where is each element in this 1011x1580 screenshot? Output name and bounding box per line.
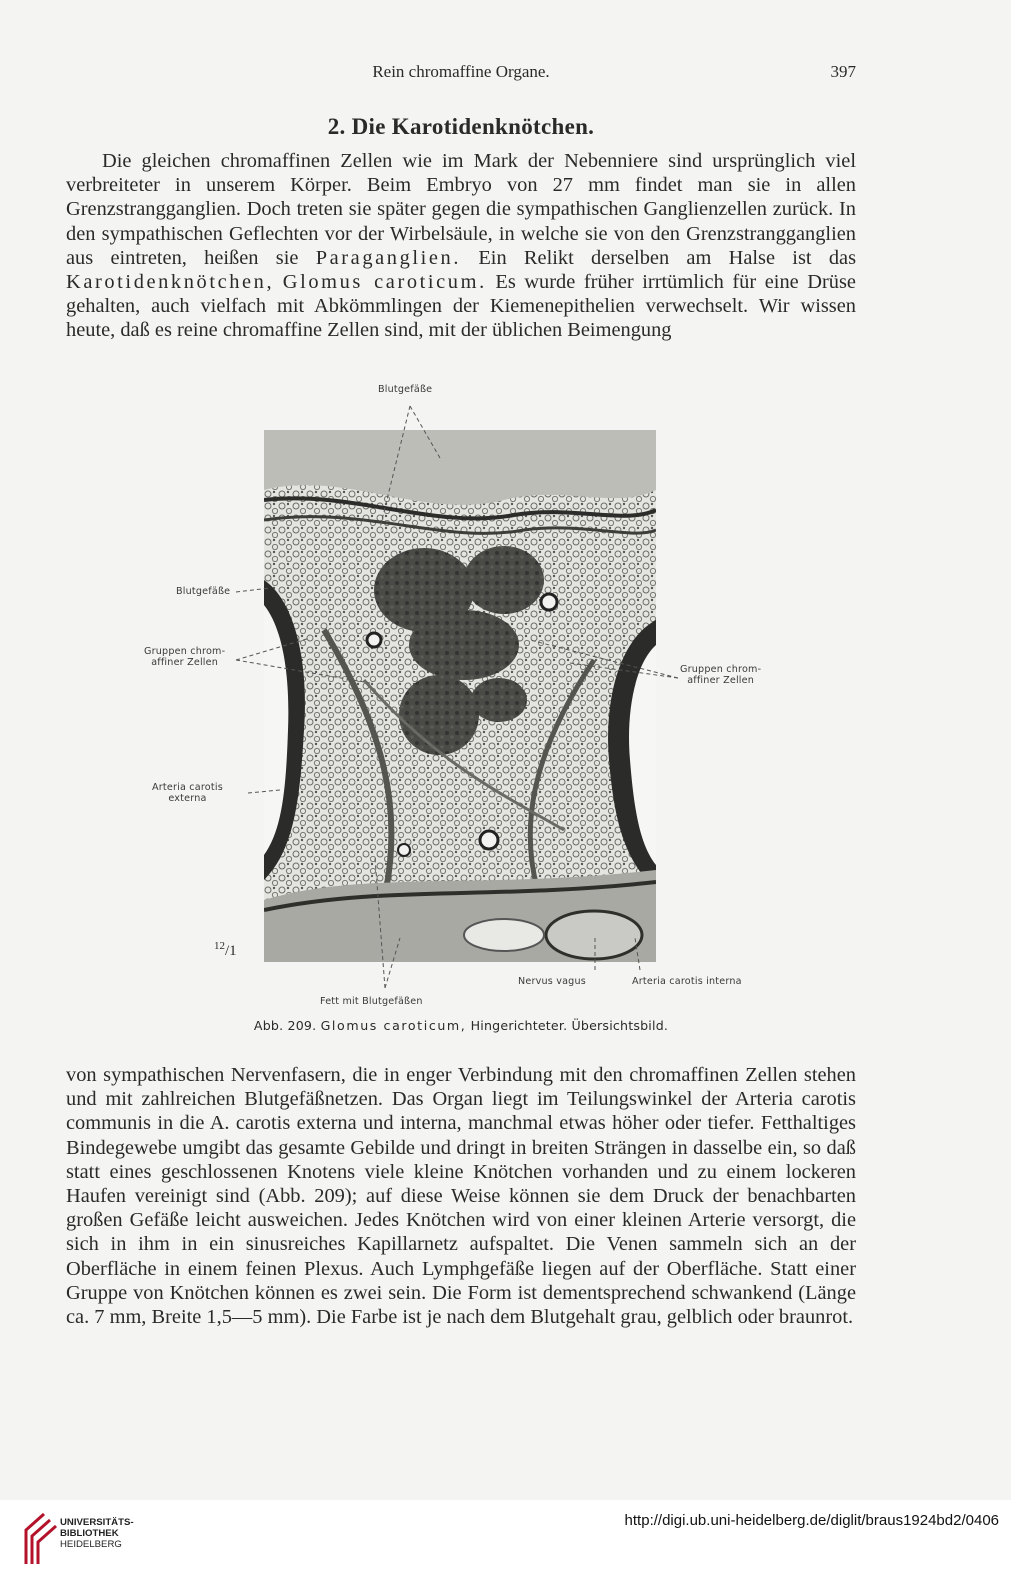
caption-term: Glomus caroticum, [320,1018,467,1033]
term-glomus-caroticum: Glomus caroticum. [282,271,487,294]
figure-209 [130,378,790,1058]
label-blutgefaesse-top: Blutgefäße [378,384,433,395]
term-karotidenknoetchen: Karotidenknötchen, [66,271,275,294]
paragraph-intro-text-1: Die gleichen chromaffinen Zellen wie im Mark der Nebenniere sind ursprünglich viel verbreiteter in unserem Körper. Beim Embryo von 27 mm findet man sie in allen Grenzstrangganglien. Doch treten sie später gegen die sympathischen Ganglienzellen zurück. In den sympathischen Geflechten vor der Wirbelsäule, in welche sie von den Grenzstrangganglien aus eintreten, heißen sie [66,150,856,269]
magnification-scale: $^{12}$/1 [214,940,237,959]
label-arteria-carotis-interna: Arteria carotis interna [632,976,742,987]
label-arteria-carotis-externa [152,782,223,804]
label-gruppen-left-line1: Gruppen chrom- [144,646,226,657]
paragraph-intro [66,149,856,343]
scale-denominator: 1 [229,943,237,959]
label-gruppen-right-line1: Gruppen chrom- [680,664,762,675]
source-url[interactable]: http://digi.ub.uni-heidelberg.de/diglit/braus1924bd2/0406 [624,1512,999,1529]
library-name [60,1517,134,1550]
label-externa-line1: Arteria carotis [152,782,223,793]
section-title: 2. Die Karotidenknötchen. [327,114,595,139]
library-name-line3: HEIDELBERG [60,1539,122,1550]
label-gruppen-right [680,664,761,686]
label-gruppen-right-line2: affiner Zellen [687,675,755,686]
paragraph-continued: von sympathischen Nervenfasern, die in enger Verbindung mit den chromaffinen Zellen stehen und mit zahlreichen Blutgefäßnetzen. Das Organ liegt im Teilungswinkel der Arteria carotis communis in die A. carotis externa und interna, manchmal etwas höher oder tiefer. Fetthaltiges Bindegewebe umgibt das gesamte Gebilde und dringt in breiten Strängen in dasselbe ein, so daß statt eines geschlossenen Knotens viele kleine Knötchen vorhanden und zu einem lockeren Haufen vereinigt sind (Abb. 209); auf diese Weise können sie dem Druck der benachbarten großen Gefäße leicht ausweichen. Jedes Knötchen wird von einer kleinen Arterie versorgt, die sich in ihm in ein sinusreiches Kapillarnetz aufspaltet. Die Venen sammeln sich an der Oberfläche in einem feinen Plexus. Auch Lymphgefäße liegen auf der Oberfläche. Statt einer Gruppe von Knötchen können es zwei sein. Die Form ist dementsprechend schwankend (Länge ca. 7 mm, Breite 1,5—5 mm). Die Farbe ist je nach dem Blutgehalt grau, gelblich oder braunrot. [66,1064,856,1329]
label-fett-mit-blutgefaessen: Fett mit Blutgefäßen [320,996,423,1007]
caption-prefix: Abb. 209. [253,1018,317,1033]
scale-numerator: 12 [214,940,225,952]
library-name-line2: BIBLIOTHEK [60,1528,119,1539]
label-nervus-vagus: Nervus vagus [518,976,586,987]
paragraph-intro-text-2: Ein Relikt derselben am Halse ist das [478,246,857,269]
label-blutgefaesse-left: Blutgefäße [176,586,231,597]
paragraph-intro-text-3: Es wurde früher irrtümlich für eine Drüse gehalten, auch vielfach mit Abkömmlingen der Kiemenepithelien verwechselt. Wir wissen heute, daß es reine chromaffine Zellen sind, mit der üblichen Beimengung [66,271,856,342]
caption-rest: Hingerichteter. Übersichtsbild. [470,1018,669,1033]
library-name-line1: UNIVERSITÄTS- [60,1517,134,1528]
label-externa-line2: externa [168,793,207,804]
page-number: 397 [830,62,856,81]
running-head [66,60,856,86]
label-gruppen-left [144,646,225,668]
figure-caption [66,1018,856,1033]
library-footer [0,1500,1011,1580]
label-gruppen-left-line2: affiner Zellen [151,657,219,668]
term-paraganglien: Paraganglien. [315,246,462,269]
library-logo-icon [20,1510,58,1566]
running-head-title: Rein chromaffine Organe. [372,62,550,81]
